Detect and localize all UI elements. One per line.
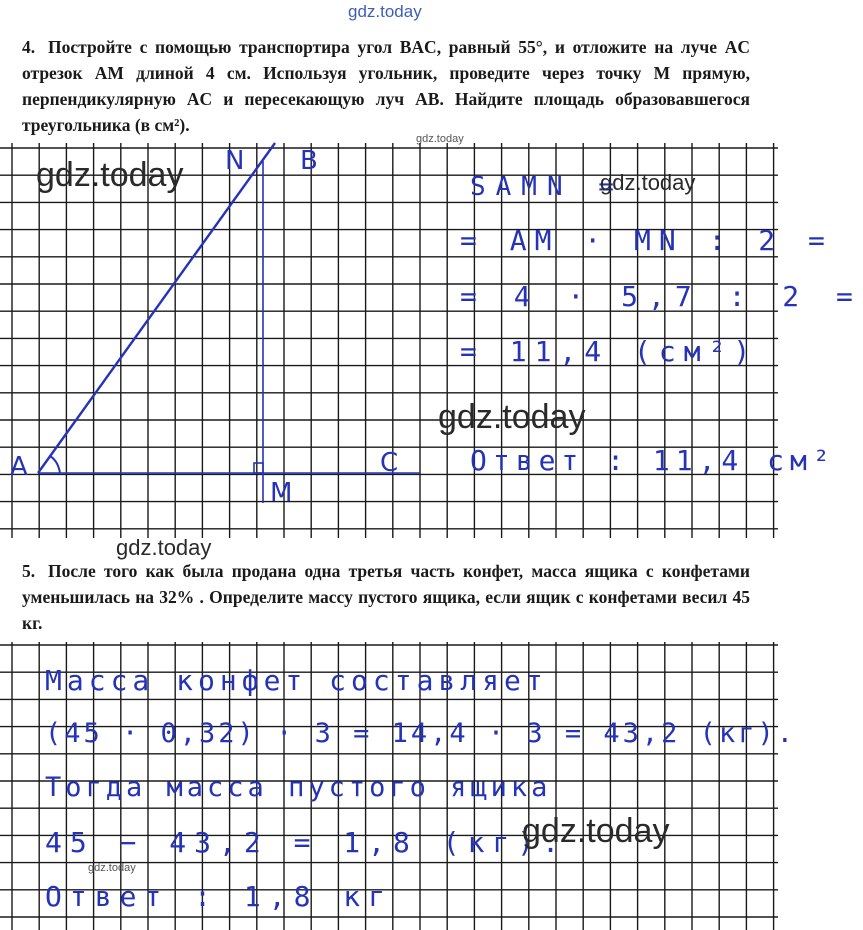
watermark-big-2: gdz.today bbox=[438, 398, 586, 436]
solution4-line2: = AM · MN : 2 = bbox=[460, 224, 833, 257]
solution4-line3: = 4 · 5,7 : 2 = bbox=[460, 280, 863, 313]
watermark-small: gdz.today bbox=[416, 133, 464, 145]
solution5-line3: Тогда масса пустого ящика bbox=[45, 772, 552, 803]
solution4-line4: = 11,4 (см²) bbox=[460, 335, 759, 368]
angle-mark bbox=[50, 456, 60, 473]
task-4-statement bbox=[22, 34, 750, 138]
watermark-big-3: gdz.today bbox=[522, 812, 670, 850]
task-4-number: 4. bbox=[22, 37, 36, 57]
solution5-line2: (45 · 0,32) · 3 = 14,4 · 3 = 43,2 (кг). bbox=[45, 718, 796, 749]
label-b: B bbox=[300, 146, 318, 176]
solution4-line1: SAMN = bbox=[470, 172, 624, 202]
label-m: M bbox=[270, 478, 293, 508]
task-5-number: 5. bbox=[22, 561, 36, 581]
right-angle-mark bbox=[254, 463, 263, 473]
watermark-mid-1: gdz.today bbox=[600, 170, 696, 195]
task-5-statement bbox=[22, 558, 750, 636]
watermark-small-2: gdz.today bbox=[88, 862, 136, 874]
task-4-text: Постройте с помощью транспортира угол BAC, равный 55°, и отложите на луче AC отрезок AM длиной 4 см. Используя угольник, проведите через точку M прямую, перпендикулярную AC и пересекающую луч AB. Найдите площадь образовавшегося треугольника (в см²). bbox=[22, 37, 750, 135]
task-5-text: После того как была продана одна третья часть конфет, масса ящика с конфетами уменьшилась на 32% . Определите массу пустого ящика, если ящик с конфетами весил 45 кг. bbox=[22, 561, 750, 633]
label-n: N bbox=[225, 146, 245, 176]
label-c: C bbox=[380, 448, 399, 478]
watermark-mid-2: gdz.today bbox=[116, 535, 212, 560]
solution4-answer: Ответ : 11,4 см² bbox=[470, 444, 836, 477]
solution5-answer: Ответ : 1,8 кг bbox=[45, 880, 394, 913]
watermark-top: gdz.today bbox=[348, 2, 422, 21]
solution5-line4: 45 − 43,2 = 1,8 (кг). bbox=[45, 826, 568, 859]
label-a: A bbox=[10, 452, 28, 482]
watermark-big-1: gdz.today bbox=[36, 156, 184, 194]
solution5-line1: Масса конфет составляет bbox=[45, 664, 548, 697]
